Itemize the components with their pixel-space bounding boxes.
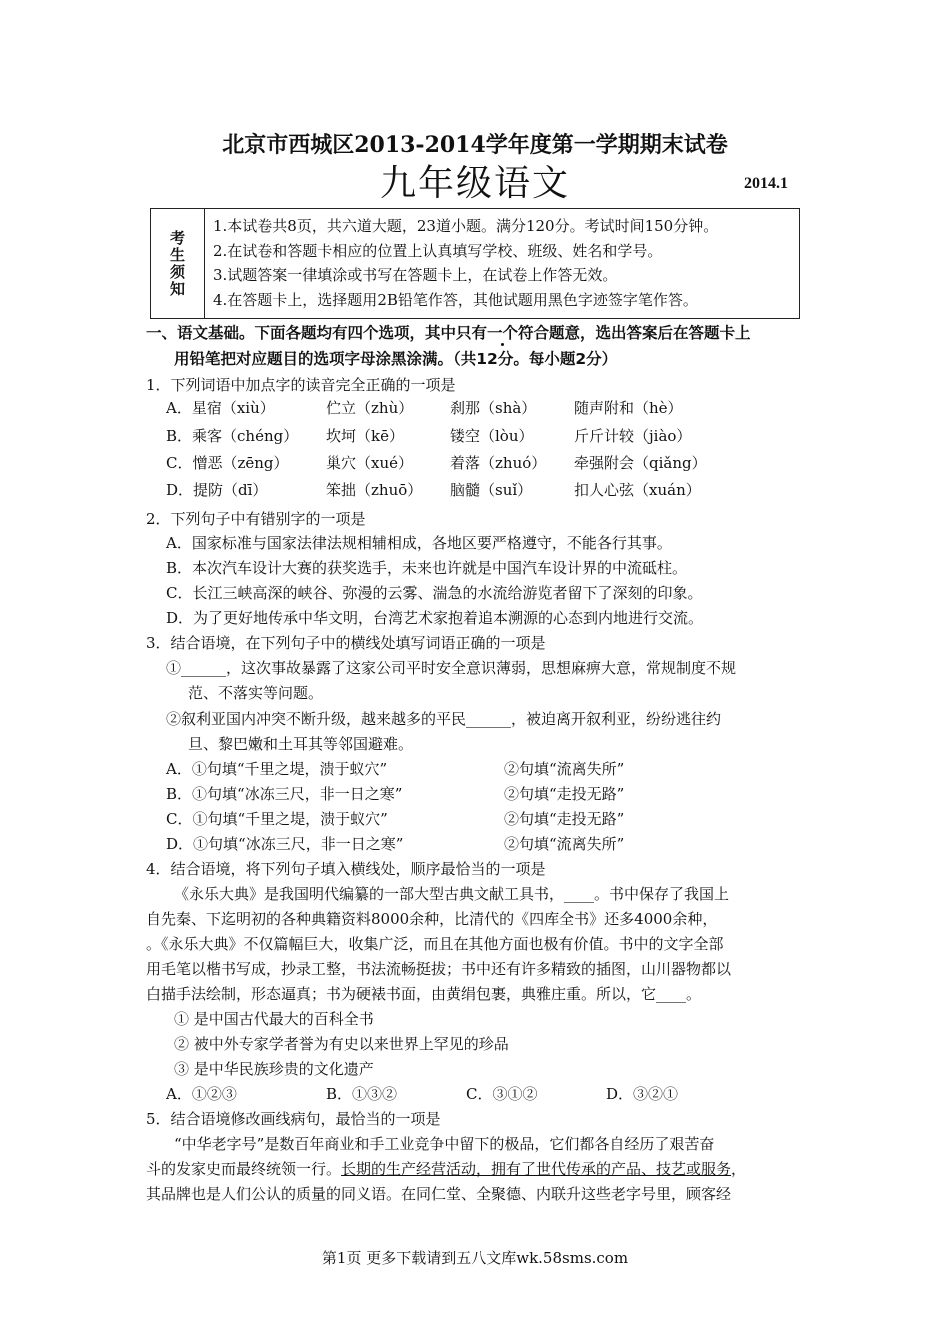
q4-option-b: B．①③②: [326, 1085, 398, 1103]
q5-text: ，: [731, 1160, 747, 1178]
q1-option-d: D．提防（dī）: [166, 481, 268, 499]
q2-option-c: C．长江三峡高深的峡谷、弥漫的云雾、湍急的水流给游览者留下了深刻的印象。: [166, 584, 703, 602]
question-1-stem: 1．下列词语中加点字的读音完全正确的一项是: [146, 376, 456, 394]
section-heading-line2: 用铅笔把对应题目的选项字母涂黑涂满。（共12分。每小题2分）: [174, 350, 618, 368]
notice-item: 1.本试卷共8页，共六道大题，23道小题。满分120分。考试时间150分钟。: [213, 217, 719, 235]
q4-passage-line: 白描手法绘制，形态逼真；书为硬裱书面，由黄绢包裹，典雅庄重。所以，它____。: [146, 985, 702, 1003]
q4-item-2: ② 被中外专家学者誉为有史以来世界上罕见的珍品: [174, 1035, 509, 1053]
q1-option-c: C．憎恶（zēng）: [166, 454, 289, 472]
question-2-stem: 2．下列句子中有错别字的一项是: [146, 510, 366, 528]
question-3-stem: 3．结合语境，在下列句子中的横线处填写词语正确的一项是: [146, 634, 546, 652]
q1-option-d-word2: 笨拙（zhuō）: [326, 481, 423, 499]
notice-label: 考生须知: [168, 229, 186, 298]
notice-label-cell: [151, 209, 205, 318]
q3-option-a-part2: ②句填“流离失所”: [504, 760, 625, 778]
q2-option-a: A．国家标准与国家法律法规相辅相成，各地区要严格遵守，不能各行其事。: [166, 534, 672, 552]
q5-passage-line: 其品牌也是人们公认的质量的同义语。在同仁堂、全聚德、内联升这些老字号里，顾客经: [146, 1185, 732, 1203]
q3-sentence-1: ①______，这次事故暴露了这家公司平时安全意识薄弱，思想麻痹大意，常规制度不规: [166, 659, 737, 677]
q1-option-d-word3: 脑髓（suǐ）: [450, 481, 533, 499]
q4-passage-line: 。《永乐大典》不仅篇幅巨大，收集广泛，而且在其他方面也极有价值。书中的文字全部: [146, 935, 724, 953]
q3-sentence-2-cont: 旦、黎巴嫩和土耳其等邻国避难。: [188, 735, 414, 753]
q1-option-b-word2: 坎坷（kē）: [326, 427, 404, 445]
q1-option-c-word2: 巢穴（xué）: [326, 454, 413, 472]
notice-item: 3.试题答案一律填涂或书写在答题卡上，在试卷上作答无效。: [213, 266, 618, 284]
q4-item-1: ① 是中国古代最大的百科全书: [174, 1010, 374, 1028]
page-footer: 第1页 更多下载请到五八文库wk.58sms.com: [321, 1249, 629, 1267]
section-heading-text: 符合题意，选出答案后在答题卡上: [518, 324, 751, 342]
emphasis-dots-text: 一个: [487, 324, 519, 342]
q2-option-d: D．为了更好地传承中华文明，台湾艺术家抱着追本溯源的心态到内地进行交流。: [166, 609, 704, 627]
notice-item: 4.在答题卡上，选择题用2B铅笔作答，其他试题用黑色字迹签字笔作答。: [213, 290, 698, 309]
q4-passage-line: 《永乐大典》是我国明代编纂的一部大型古典文献工具书，____。书中保存了我国上: [174, 885, 730, 903]
q5-text: 斗的发家史而最终统领一行。: [146, 1160, 342, 1178]
q4-item-3: ③ 是中华民族珍贵的文化遗产: [174, 1060, 374, 1078]
question-4-stem: 4．结合语境，将下列句子填入横线处，顺序最恰当的一项是: [146, 860, 546, 878]
notice-list: [213, 214, 718, 312]
exam-subtitle: 九年级语文: [379, 163, 570, 204]
q1-option-c-word4: 牵强附会（qiǎng）: [574, 454, 707, 472]
q5-passage-line: “中华老字号”是数百年商业和手工业竞争中留下的极品，它们都各自经历了艰苦奋: [174, 1135, 715, 1153]
q3-option-d-part2: ②句填“流离失所”: [504, 835, 625, 853]
q1-option-a-word2: 伫立（zhù）: [326, 399, 414, 417]
exam-title: 北京市西城区2013-2014学年度第一学期期末试卷: [222, 132, 728, 158]
q3-sentence-1-cont: 范、不落实等问题。: [188, 684, 324, 702]
q3-option-c-part2: ②句填“走投无路”: [504, 810, 625, 828]
q3-option-a: A．①句填“千里之堤，溃于蚁穴”: [166, 760, 388, 778]
q5-passage-line: [146, 1158, 746, 1179]
notice-item: 2.在试卷和答题卡相应的位置上认真填写学校、班级、姓名和学号。: [213, 241, 663, 260]
q3-option-c: C．①句填“千里之堤，溃于蚁穴”: [166, 810, 388, 828]
q1-option-d-word4: 扣人心弦（xuán）: [574, 481, 701, 499]
q4-passage-line: 自先秦、下迄明初的各种典籍资料8000余种，比清代的《四库全书》还多4000余种，: [146, 910, 718, 928]
q1-option-c-word3: 着落（zhuó）: [450, 454, 547, 472]
q1-option-b-word4: 斤斤计较（jiào）: [574, 427, 692, 445]
section-heading: [146, 321, 751, 343]
q1-option-a-word4: 随声附和（hè）: [574, 399, 683, 417]
q4-option-a: A．①②③: [166, 1085, 237, 1103]
section-heading-text: 一、语文基础。下面各题均有四个选项，其中只有: [146, 324, 488, 342]
q1-option-a: A．星宿（xiù）: [166, 399, 275, 417]
q2-option-b: B．本次汽车设计大赛的获奖选手，未来也许就是中国汽车设计界的中流砥柱。: [166, 559, 688, 577]
q3-option-d: D．①句填“冰冻三尺，非一日之寒”: [166, 835, 404, 853]
q3-option-b-part2: ②句填“走投无路”: [504, 785, 625, 803]
q4-option-c: C．③①②: [466, 1085, 538, 1103]
exam-date: 2014.1: [744, 175, 788, 192]
q5-underlined-sentence: 长期的生产经营活动，拥有了世代传承的产品、技艺或服务: [341, 1160, 732, 1178]
question-5-stem: 5．结合语境修改画线病句，最恰当的一项是: [146, 1110, 441, 1128]
q1-option-b-word3: 镂空（lòu）: [450, 427, 534, 445]
q4-passage-line: 用毛笔以楷书写成，抄录工整，书法流畅挺拔；书中还有许多精致的插图，山川器物都以: [146, 960, 732, 978]
q3-sentence-2: ②叙利亚国内冲突不断升级，越来越多的平民______，被迫离开叙利亚，纷纷逃往约: [166, 710, 722, 728]
q4-option-d: D．③②①: [606, 1085, 679, 1103]
q3-option-b: B．①句填“冰冻三尺，非一日之寒”: [166, 785, 403, 803]
q1-option-b: B．乘客（chéng）: [166, 427, 299, 445]
candidate-notice-box: [150, 208, 800, 319]
q1-option-a-word3: 刹那（shà）: [450, 399, 537, 417]
